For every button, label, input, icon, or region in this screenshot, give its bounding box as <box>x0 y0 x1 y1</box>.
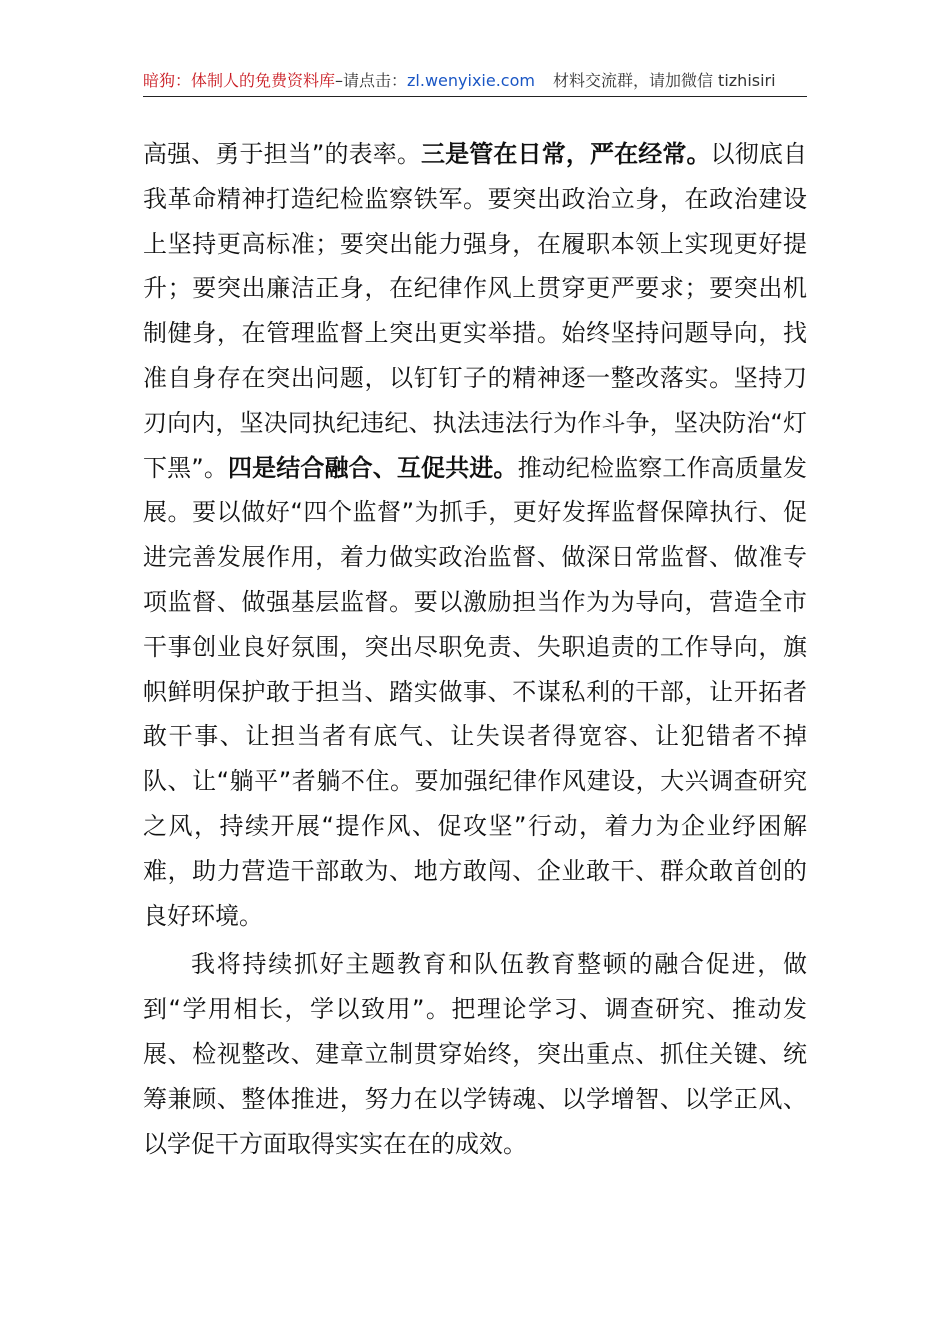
header-click-label: –请点击： <box>335 71 408 90</box>
header-brand: 暗狗：体制人的免费资料库 <box>143 71 336 90</box>
header-url-link[interactable]: zl.wenyixie.com <box>407 71 535 90</box>
paragraph-1 <box>143 132 807 938</box>
header-group-text: 材料交流群，请加微信 tizhisiri <box>552 71 776 90</box>
paragraph-1-segment-2: 以彻底自我革命精神打造纪检监察铁军。要突出政治立身，在政治建设上坚持更高标准；要突出能力强身，在履职本领上实现更好提升；要突出廉洁正身，在纪律作风上贯穿更严要求；要突出机制健身，在管理监督上突出更实举措。始终坚持问题导向，找准自身存在突出问题，以钉钉子的精神逐一整改落实。坚持刀刃向内，坚决同执纪违纪、执法违法行为作斗争，坚决防治“灯下黑”。 <box>143 140 808 482</box>
document-body <box>143 132 807 1166</box>
paragraph-1-segment-1: 高强、勇于担当”的表率。 <box>143 140 422 168</box>
paragraph-1-bold-heading-4: 四是结合融合、互促共进。 <box>227 453 518 482</box>
paragraph-1-segment-3: 推动纪检监察工作高质量发展。要以做好“四个监督”为抓手，更好发挥监督保障执行、促进完善发展作用，着力做实政治监督、做深日常监督、做准专项监督、做强基层监督。要以激励担当作为为导向，营造全市干事创业良好氛围，突出尽职免责、失职追责的工作导向，旗帜鲜明保护敢于担当、踏实做事、不谋私利的干部，让开拓者敢干事、让担当者有底气、让失误者得宽容、让犯错者不掉队、让“躺平”者躺不住。要加强纪律作风建设，大兴调查研究之风，持续开展“提作风、促攻坚”行动，着力为企业纾困解难，助力营造干部敢为、地方敢闯、企业敢干、群众敢首创的良好环境。 <box>143 453 808 930</box>
page-header <box>143 66 807 97</box>
paragraph-2: 我将持续抓好主题教育和队伍教育整顿的融合促进，做到“学用相长，学以致用”。把理论学习、调查研究、推动发展、检视整改、建章立制贯穿始终，突出重点、抓住关键、统筹兼顾、整体推进，努力在以学铸魂、以学增智、以学正风、以学促干方面取得实实在在的成效。 <box>143 950 807 1158</box>
paragraph-1-bold-heading-3: 三是管在日常，严在经常。 <box>421 140 711 168</box>
